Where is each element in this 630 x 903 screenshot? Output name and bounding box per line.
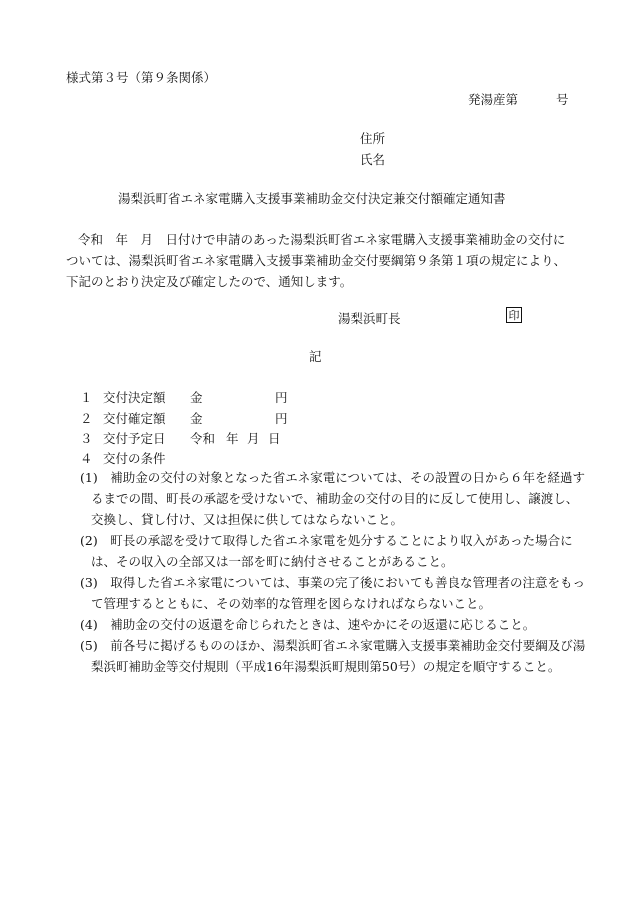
- seal-mark: 印: [506, 307, 522, 323]
- item-row: [80, 392, 288, 405]
- item-label: 交付確定額: [103, 411, 166, 426]
- document-title: 湯梨浜町省エネ家電購入支援事業補助金交付決定兼交付額確定通知書: [118, 191, 506, 206]
- condition-line: るまでの間、町長の承認を受けないで、補助金の交付の目的に反して使用し、譲渡し、: [91, 491, 579, 506]
- condition-item: [80, 635, 586, 677]
- mayor-signature: 湯梨浜町長: [338, 311, 401, 326]
- condition-line: (3) 取得した省エネ家電については、事業の完了後においても善良な管理者の注意をもっ: [80, 575, 585, 590]
- item-number: ４: [80, 451, 93, 466]
- item-number: ３: [80, 431, 93, 446]
- body-paragraph: [66, 229, 576, 292]
- condition-line: は、その収入の全部又は一部を町に納付させることがあること。: [91, 554, 454, 569]
- document-number-prefix: 発湯産第: [468, 92, 519, 107]
- condition-line: 梨浜町補助金等交付規則（平成16年湯梨浜町規則第50号）の規定を順守すること。: [91, 659, 561, 674]
- item-number: ２: [80, 411, 93, 426]
- condition-line: 交換し、貸し付け、又は担保に供してはならないこと。: [91, 512, 404, 527]
- item-row: [80, 413, 288, 426]
- address-label: 住所: [360, 131, 386, 146]
- condition-line: (1) 補助金の交付の対象となった省エネ家電については、その設置の日から６年を経過す: [80, 470, 585, 485]
- ki-heading: 記: [309, 349, 322, 364]
- body-line: 下記のとおり決定及び確定したので、通知します。: [66, 274, 353, 289]
- item-yen: 円: [275, 411, 288, 426]
- condition-line: て管理するとともに、その効率的な管理を図らなければならないこと。: [91, 596, 492, 611]
- condition-line: (2) 町長の承認を受けて取得した省エネ家電を処分することにより収入があった場合に: [80, 533, 573, 548]
- form-number: 様式第３号（第９条関係）: [66, 70, 217, 85]
- item-number: １: [80, 390, 93, 405]
- document-number: [468, 94, 569, 107]
- condition-item: [80, 530, 580, 572]
- item-year: 年: [226, 431, 239, 446]
- item-kin: 金: [190, 390, 203, 405]
- item-month: 月: [247, 431, 260, 446]
- condition-item: [80, 572, 585, 614]
- item-label: 交付決定額: [103, 390, 166, 405]
- item-era: 令和: [190, 431, 216, 446]
- item-kin: 金: [190, 411, 203, 426]
- item-row: [80, 453, 166, 466]
- item-row: [80, 433, 281, 446]
- item-day: 日: [268, 431, 281, 446]
- body-line: 令和 年 月 日付けで申請のあった湯梨浜町省エネ家電購入支援事業補助金の交付に: [78, 232, 566, 247]
- item-label: 交付予定日: [103, 431, 166, 446]
- name-label: 氏名: [360, 152, 386, 167]
- document-number-suffix: 号: [556, 92, 569, 107]
- condition-line: (5) 前各号に掲げるもののほか、湯梨浜町省エネ家電購入支援事業補助金交付要綱及び湯: [80, 638, 586, 653]
- item-label: 交付の条件: [103, 451, 166, 466]
- body-line: ついては、湯梨浜町省エネ家電購入支援事業補助金交付要綱第９条第１項の規定により、: [66, 253, 567, 268]
- item-yen: 円: [275, 390, 288, 405]
- condition-item: [80, 614, 580, 635]
- condition-line: (4) 補助金の交付の返還を命じられたときは、速やかにその返還に応じること。: [80, 617, 536, 632]
- condition-item: [80, 467, 585, 530]
